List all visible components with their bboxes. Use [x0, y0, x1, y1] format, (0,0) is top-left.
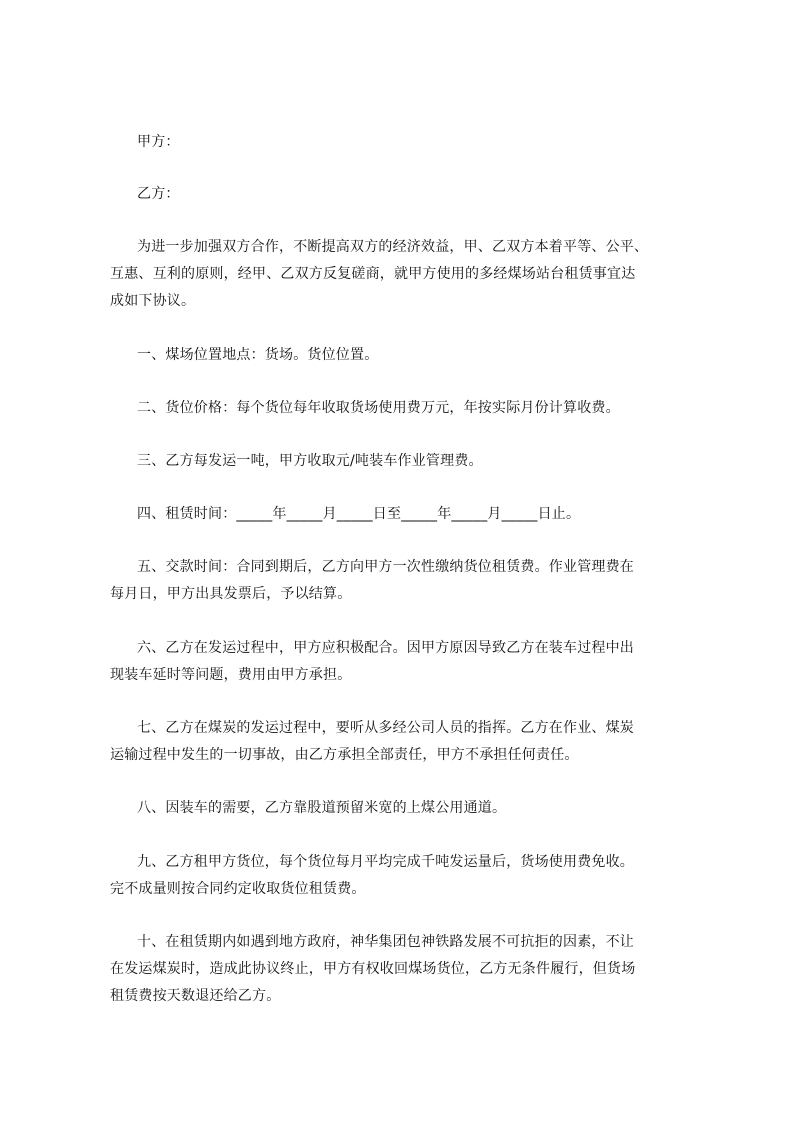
intro-line-1: 为进一步加强双方合作，不断提高双方的经济效益，甲、乙双方本着平等、公平、 — [137, 239, 649, 255]
clause-9-line-2: 完不成量则按合同约定收取货位租赁费。 — [110, 881, 366, 897]
clause-7-line-1: 七、乙方在煤炭的发运过程中，要听从多经公司人员的指挥。乙方在作业、煤炭 — [137, 720, 634, 736]
clause-9-line-1: 九、乙方租甲方货位，每个货位每月平均完成千吨发运量后，货场使用费免收。 — [137, 854, 634, 870]
clause-10-line-1: 十、在租赁期内如遇到地方政府，神华集团包神铁路发展不可抗拒的因素，不让 — [137, 934, 634, 950]
party-a-label: 甲方： — [137, 134, 180, 150]
clause-1: 一、煤场位置地点：货场。货位位置。 — [137, 347, 379, 363]
intro-line-2: 互惠、互利的原则，经甲、乙双方反复磋商，就甲方使用的多经煤场站台租赁事宜达 — [110, 266, 636, 282]
clause-6-line-2: 现装车延时等问题，费用由甲方承担。 — [110, 667, 352, 683]
clause-7-line-2: 运输过程中发生的一切事故，由乙方承担全部责任，甲方不承担任何责任。 — [110, 747, 579, 763]
intro-line-3: 成如下协议。 — [110, 293, 196, 309]
clause-3: 三、乙方每发运一吨，甲方收取元/吨装车作业管理费。 — [137, 453, 483, 469]
party-b-label: 乙方： — [137, 186, 180, 202]
clause-2: 二、货位价格：每个货位每年收取货场使用费万元，年按实际月份计算收费。 — [137, 400, 620, 416]
clause-4: 四、租赁时间：_____年_____月_____日至_____年_____月_____日止。 — [137, 506, 581, 522]
clause-6-line-1: 六、乙方在发运过程中，甲方应积极配合。因甲方原因导致乙方在装车过程中出 — [137, 640, 634, 656]
clause-5-line-2: 每月日，甲方出具发票后，予以结算。 — [110, 586, 352, 602]
clause-8: 八、因装车的需要，乙方靠股道预留米宽的上煤公用通道。 — [137, 800, 507, 816]
clause-10-line-3: 租赁费按天数退还给乙方。 — [110, 988, 281, 1004]
clause-10-line-2: 在发运煤炭时，造成此协议终止，甲方有权收回煤场货位，乙方无条件履行，但货场 — [110, 961, 636, 977]
clause-5-line-1: 五、交款时间：合同到期后，乙方向甲方一次性缴纳货位租赁费。作业管理费在 — [137, 559, 634, 575]
